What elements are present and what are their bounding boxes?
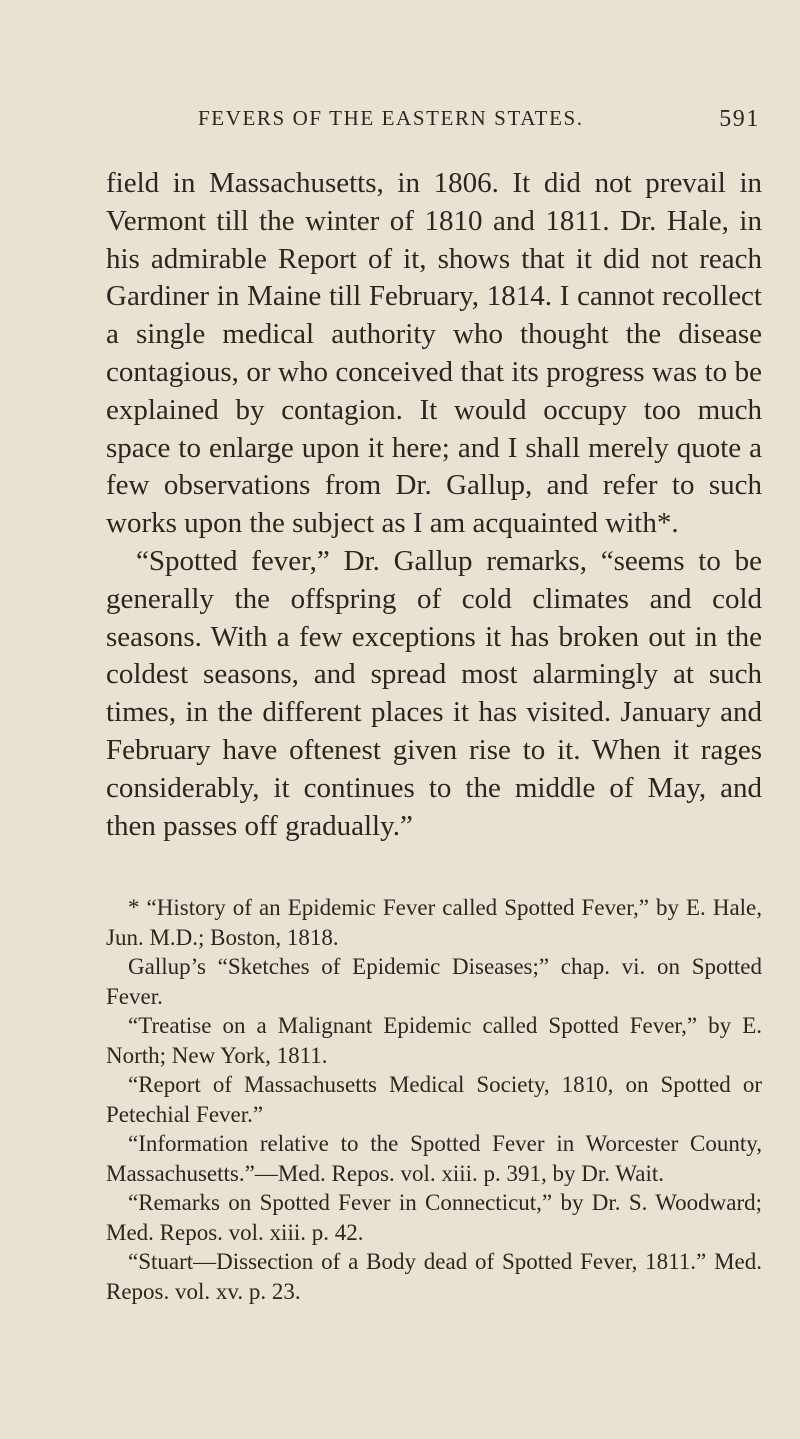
body-paragraph: “Spotted fever,” Dr. Gallup remarks, “seems to be generally the offspring of cold climates and cold seasons. With a few exceptions it has broken out in the coldest seasons, and spread most alarmingly at such times, in the different places it has visited. January and February have oftenest given rise to it. When it rages considerably, it continues to the middle of May, and then passes off gradually.”	[106, 544, 762, 842]
footnote: “Stuart—Dissection of a Body dead of Spotted Fever, 1811.” Med. Repos. vol. xv. p. 23.	[106, 1249, 762, 1304]
footnote: “Treatise on a Malignant Epidemic called Spotted Fever,” by E. North; New York, 1811.	[106, 1013, 762, 1068]
body-paragraph: field in Massachusetts, in 1806. It did not prevail in Vermont till the winter of 1810 and 1811. Dr. Hale, in his admirable Report of it, shows that it did not reach Gardiner in Maine till February, 1814. I cannot recollect a single medical authority who thought the disease contagious, or who conceived that its progress was to be explained by contagion. It would occupy too much space to enlarge upon it here; and I shall merely quote a few observations from Dr. Gallup, and refer to such works upon the subject as I am acquainted with*.	[106, 167, 762, 540]
running-title: FEVERS OF THE EASTERN STATES.	[198, 106, 584, 130]
page-header	[198, 106, 760, 131]
footnote: “Remarks on Spotted Fever in Connecticut,” by Dr. S. Woodward; Med. Repos. vol. xiii. p. 42.	[106, 1190, 762, 1245]
footnotes	[106, 893, 762, 1306]
footnote: “Report of Massachusetts Medical Society, 1810, on Spotted or Petechial Fever.”	[106, 1072, 762, 1127]
page-number: 591	[719, 106, 760, 132]
footnote: Gallup’s “Sketches of Epidemic Diseases;” chap. vi. on Spotted Fever.	[106, 954, 762, 1009]
body-text	[106, 165, 762, 845]
footnote: * “History of an Epidemic Fever called Spotted Fever,” by E. Hale, Jun. M.D.; Boston, 1818.	[106, 895, 762, 950]
footnote: “Information relative to the Spotted Fever in Worcester County, Massachusetts.”—Med. Repos. vol. xiii. p. 391, by Dr. Wait.	[106, 1131, 762, 1186]
